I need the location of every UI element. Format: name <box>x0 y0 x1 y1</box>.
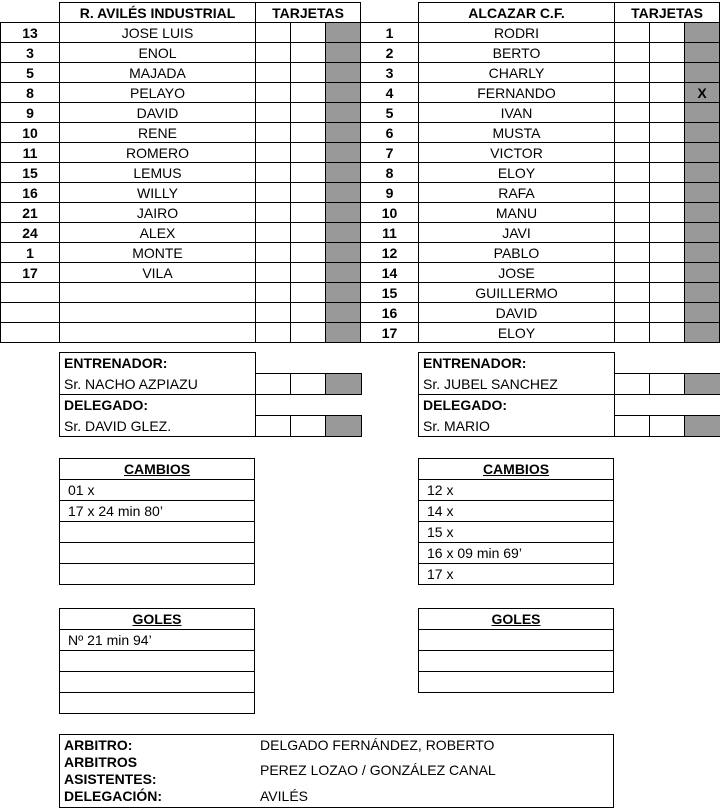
referee-label: ARBITRO: <box>64 736 133 753</box>
card-box-3 <box>685 23 720 43</box>
substitution-entry: 16 x 09 min 69’ <box>419 543 614 564</box>
goal-entry <box>419 672 614 693</box>
player-number: 6 <box>361 123 419 143</box>
player-number: 8 <box>1 83 60 103</box>
player-number: 9 <box>1 103 60 123</box>
away-coach-card-3 <box>685 374 720 395</box>
home-delegate-card-3 <box>326 416 362 437</box>
home-player-row <box>1 303 361 323</box>
home-player-row <box>1 203 361 223</box>
player-name: VILA <box>60 263 256 283</box>
home-coach-name: Sr. NACHO AZPIAZU <box>60 374 256 395</box>
player-name: MAJADA <box>60 63 256 83</box>
home-player-row <box>1 223 361 243</box>
card-box-1 <box>256 143 291 163</box>
card-box-2 <box>291 183 326 203</box>
player-name: ELOY <box>419 163 615 183</box>
away-player-row <box>361 23 720 43</box>
away-player-row <box>361 203 720 223</box>
card-box-3 <box>326 43 361 63</box>
away-player-row <box>361 83 720 103</box>
card-box-2 <box>650 83 685 103</box>
player-name: GUILLERMO <box>419 283 615 303</box>
card-box-1 <box>615 263 650 283</box>
home-player-row <box>1 103 361 123</box>
home-subs-table <box>59 458 255 585</box>
card-box-3 <box>685 263 720 283</box>
officials-box <box>59 734 614 808</box>
home-player-row <box>1 143 361 163</box>
away-coach-name: Sr. JUBEL SANCHEZ <box>419 374 615 395</box>
player-number <box>1 303 60 323</box>
player-name: FERNANDO <box>419 83 615 103</box>
card-box-3 <box>326 143 361 163</box>
card-box-2 <box>650 43 685 63</box>
goal-entry: Nº 21 min 94’ <box>60 630 255 651</box>
card-box-2 <box>291 103 326 123</box>
card-box-2 <box>291 203 326 223</box>
home-player-row <box>1 83 361 103</box>
card-box-3 <box>326 223 361 243</box>
away-delegate-name: Sr. MARIO <box>419 416 615 437</box>
card-box-2 <box>291 263 326 283</box>
player-name: CHARLY <box>419 63 615 83</box>
player-number: 7 <box>361 143 419 163</box>
substitution-entry: 17 x 24 min 80’ <box>60 501 255 522</box>
assistants-label-1: ARBITROS <box>64 753 138 770</box>
home-player-row <box>1 43 361 63</box>
away-delegate-label: DELEGADO: <box>419 395 615 416</box>
card-box-1 <box>615 323 650 343</box>
home-lineup-table <box>0 2 361 343</box>
away-player-row <box>361 223 720 243</box>
away-delegate-card-2 <box>650 416 685 437</box>
player-number: 17 <box>361 323 419 343</box>
player-number: 16 <box>361 303 419 323</box>
away-coach-label: ENTRENADOR: <box>419 353 615 374</box>
away-player-row <box>361 163 720 183</box>
card-box-2 <box>291 283 326 303</box>
card-box-1 <box>615 283 650 303</box>
card-box-3 <box>326 303 361 323</box>
player-number: 9 <box>361 183 419 203</box>
card-box-1 <box>615 23 650 43</box>
player-number: 3 <box>361 63 419 83</box>
substitution-entry: 01 x <box>60 480 255 501</box>
card-box-3 <box>326 63 361 83</box>
card-box-1 <box>256 263 291 283</box>
card-box-1 <box>615 183 650 203</box>
player-name: ENOL <box>60 43 256 63</box>
card-box-1 <box>256 303 291 323</box>
card-box-3 <box>326 203 361 223</box>
player-name: VICTOR <box>419 143 615 163</box>
substitution-entry: 12 x <box>419 480 614 501</box>
player-number: 2 <box>361 43 419 63</box>
card-box-3 <box>685 143 720 163</box>
card-box-3 <box>685 183 720 203</box>
card-box-1 <box>615 223 650 243</box>
card-box-2 <box>291 43 326 63</box>
goal-entry <box>419 651 614 672</box>
card-box-3 <box>326 323 361 343</box>
home-coach-card-1 <box>256 374 291 395</box>
card-box-2 <box>291 223 326 243</box>
player-name: BERTO <box>419 43 615 63</box>
home-delegate-card-2 <box>291 416 326 437</box>
player-number: 10 <box>361 203 419 223</box>
card-box-1 <box>256 183 291 203</box>
card-box-3 <box>326 23 361 43</box>
player-name <box>60 303 256 323</box>
card-box-3 <box>685 63 720 83</box>
home-player-row <box>1 183 361 203</box>
away-goals-table <box>418 608 614 693</box>
away-coach-card-1 <box>615 374 650 395</box>
card-box-1 <box>615 163 650 183</box>
player-name: IVAN <box>419 103 615 123</box>
card-box-2 <box>291 23 326 43</box>
away-delegate-card-3 <box>685 416 720 437</box>
card-box-3 <box>326 83 361 103</box>
card-box-2 <box>650 163 685 183</box>
card-box-1 <box>256 23 291 43</box>
home-player-row <box>1 263 361 283</box>
player-number: 4 <box>361 83 419 103</box>
card-box-3 <box>326 163 361 183</box>
card-box-3 <box>685 223 720 243</box>
away-player-row <box>361 303 720 323</box>
away-player-row <box>361 323 720 343</box>
card-box-2 <box>291 63 326 83</box>
card-box-1 <box>256 323 291 343</box>
player-number <box>1 323 60 343</box>
card-box-1 <box>615 123 650 143</box>
player-number: 12 <box>361 243 419 263</box>
away-player-row <box>361 183 720 203</box>
away-goals-title: GOLES <box>419 609 614 630</box>
player-number: 16 <box>1 183 60 203</box>
card-box-1 <box>256 243 291 263</box>
card-box-3 <box>685 43 720 63</box>
player-number: 15 <box>1 163 60 183</box>
card-box-1 <box>256 223 291 243</box>
home-delegate-name: Sr. DAVID GLEZ. <box>60 416 256 437</box>
card-box-1 <box>256 203 291 223</box>
away-player-row <box>361 123 720 143</box>
player-name: PELAYO <box>60 83 256 103</box>
home-coach-card-3 <box>326 374 362 395</box>
away-staff-table <box>418 352 720 437</box>
player-name: MONTE <box>60 243 256 263</box>
away-subs-table <box>418 458 614 585</box>
home-player-row <box>1 323 361 343</box>
player-name: ALEX <box>60 223 256 243</box>
away-cards-header: TARJETAS <box>615 3 720 23</box>
card-box-1 <box>256 163 291 183</box>
player-name: LEMUS <box>60 163 256 183</box>
player-name: ROMERO <box>60 143 256 163</box>
card-box-3 <box>685 103 720 123</box>
away-player-row <box>361 63 720 83</box>
card-box-1 <box>256 63 291 83</box>
away-team-name: ALCAZAR C.F. <box>419 3 615 23</box>
card-box-3 <box>685 303 720 323</box>
card-box-2 <box>650 103 685 123</box>
player-number: 1 <box>361 23 419 43</box>
goal-entry <box>419 630 614 651</box>
player-name: JOSE LUIS <box>60 23 256 43</box>
home-staff-table <box>59 352 362 437</box>
card-box-1 <box>256 123 291 143</box>
home-coach-label: ENTRENADOR: <box>60 353 256 374</box>
player-number: 10 <box>1 123 60 143</box>
substitution-entry: 14 x <box>419 501 614 522</box>
card-box-3 <box>685 323 720 343</box>
player-name: MUSTA <box>419 123 615 143</box>
card-box-1 <box>256 43 291 63</box>
delegation-name: AVILÉS <box>260 787 308 804</box>
goal-entry <box>60 693 255 714</box>
card-box-3 <box>326 183 361 203</box>
home-cards-header: TARJETAS <box>256 3 361 23</box>
card-box-2 <box>650 183 685 203</box>
player-number <box>1 283 60 303</box>
card-box-3 <box>326 103 361 123</box>
card-box-3 <box>685 203 720 223</box>
delegation-label: DELEGACIÓN: <box>64 787 162 804</box>
player-name: MANU <box>419 203 615 223</box>
card-box-2 <box>291 123 326 143</box>
away-player-row <box>361 103 720 123</box>
home-delegate-label: DELEGADO: <box>60 395 256 416</box>
home-player-row <box>1 163 361 183</box>
player-number: 15 <box>361 283 419 303</box>
home-delegate-card-1 <box>256 416 291 437</box>
away-player-row <box>361 283 720 303</box>
player-name: DAVID <box>419 303 615 323</box>
card-box-2 <box>650 323 685 343</box>
player-name <box>60 323 256 343</box>
player-name: RENE <box>60 123 256 143</box>
card-box-3 <box>326 263 361 283</box>
player-name: ELOY <box>419 323 615 343</box>
player-name <box>60 283 256 303</box>
away-coach-card-2 <box>650 374 685 395</box>
player-name: DAVID <box>60 103 256 123</box>
player-name: RAFA <box>419 183 615 203</box>
player-name: WILLY <box>60 183 256 203</box>
card-box-3 <box>326 283 361 303</box>
player-number: 5 <box>361 103 419 123</box>
assistants-names: PEREZ LOZAO / GONZÁLEZ CANAL <box>260 762 496 778</box>
home-team-name: R. AVILÉS INDUSTRIAL <box>60 3 256 23</box>
card-box-1 <box>256 83 291 103</box>
card-box-2 <box>650 303 685 323</box>
goal-entry <box>60 672 255 693</box>
card-box-3 <box>685 243 720 263</box>
player-number: 5 <box>1 63 60 83</box>
player-number: 8 <box>361 163 419 183</box>
away-player-row <box>361 43 720 63</box>
home-player-row <box>1 283 361 303</box>
card-box-3 <box>685 283 720 303</box>
away-delegate-card-1 <box>615 416 650 437</box>
home-subs-title: CAMBIOS <box>60 459 255 480</box>
card-box-3: X <box>685 83 720 103</box>
away-player-row <box>361 143 720 163</box>
substitution-entry <box>60 564 255 585</box>
away-lineup-table <box>360 2 720 343</box>
card-box-3 <box>685 163 720 183</box>
player-name: JAVI <box>419 223 615 243</box>
card-box-1 <box>256 103 291 123</box>
card-box-2 <box>291 163 326 183</box>
player-number: 13 <box>1 23 60 43</box>
card-box-3 <box>685 123 720 143</box>
card-box-1 <box>615 83 650 103</box>
away-subs-title: CAMBIOS <box>419 459 614 480</box>
card-box-2 <box>650 223 685 243</box>
referee-name: DELGADO FERNÁNDEZ, ROBERTO <box>260 736 495 753</box>
card-box-2 <box>291 303 326 323</box>
home-player-row <box>1 243 361 263</box>
player-name: JOSE <box>419 263 615 283</box>
away-player-row <box>361 243 720 263</box>
goal-entry <box>60 651 255 672</box>
player-name: JAIRO <box>60 203 256 223</box>
home-player-row <box>1 63 361 83</box>
card-box-2 <box>650 283 685 303</box>
card-box-1 <box>615 203 650 223</box>
card-box-3 <box>326 243 361 263</box>
card-box-2 <box>650 143 685 163</box>
card-box-2 <box>291 143 326 163</box>
assistants-label-2: ASISTENTES: <box>64 770 157 787</box>
card-box-2 <box>650 23 685 43</box>
card-box-2 <box>291 243 326 263</box>
away-player-row <box>361 263 720 283</box>
card-box-2 <box>291 83 326 103</box>
home-goals-table <box>59 608 255 714</box>
card-box-2 <box>291 323 326 343</box>
home-player-row <box>1 123 361 143</box>
card-box-2 <box>650 243 685 263</box>
player-number: 17 <box>1 263 60 283</box>
card-box-1 <box>615 303 650 323</box>
player-number: 11 <box>361 223 419 243</box>
player-number: 24 <box>1 223 60 243</box>
card-box-2 <box>650 203 685 223</box>
card-box-1 <box>615 143 650 163</box>
player-number: 14 <box>361 263 419 283</box>
substitution-entry: 15 x <box>419 522 614 543</box>
home-player-row <box>1 23 361 43</box>
player-number: 11 <box>1 143 60 163</box>
card-box-3 <box>326 123 361 143</box>
player-number: 21 <box>1 203 60 223</box>
player-number: 3 <box>1 43 60 63</box>
substitution-entry <box>60 522 255 543</box>
card-box-2 <box>650 63 685 83</box>
player-name: PABLO <box>419 243 615 263</box>
player-name: RODRI <box>419 23 615 43</box>
card-box-1 <box>615 43 650 63</box>
card-box-1 <box>615 63 650 83</box>
card-box-2 <box>650 123 685 143</box>
substitution-entry <box>60 543 255 564</box>
card-box-1 <box>615 243 650 263</box>
card-box-2 <box>650 263 685 283</box>
home-goals-title: GOLES <box>60 609 255 630</box>
card-box-1 <box>615 103 650 123</box>
card-box-1 <box>256 283 291 303</box>
player-number: 1 <box>1 243 60 263</box>
substitution-entry: 17 x <box>419 564 614 585</box>
home-coach-card-2 <box>291 374 326 395</box>
